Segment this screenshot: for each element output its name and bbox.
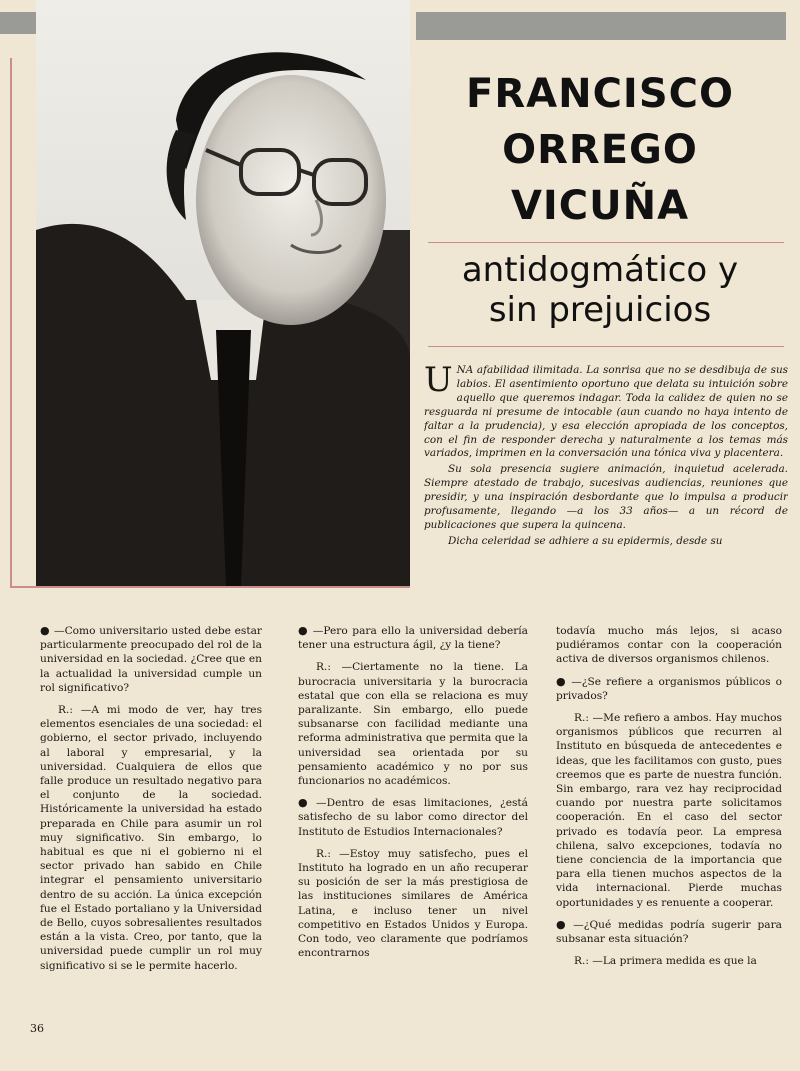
text-column-3: [556, 624, 782, 1044]
bullet-icon: ●: [298, 624, 309, 637]
portrait-photo: [36, 0, 410, 586]
text-column-2: [298, 624, 528, 1044]
article-subtitle: [420, 250, 780, 330]
bullet-icon: ●: [298, 796, 313, 810]
answer-paragraph: R.: —Ciertamente no la tiene. La burocracia universitaria y la burocracia estatal que con ella se relaciona es muy paralizante. Sin embargo, ello puede subsanarse con facilidad mediante una reforma administrativa que permita que la universidad sea orientada por su pensamiento académico y no por sus funcionarios no académicos.: [298, 661, 528, 788]
answer-paragraph: R.: —La primera medida es que la: [574, 955, 757, 968]
answer-paragraph: R.: —A mi modo de ver, hay tres elementos esenciales de una sociedad: el gobierno, el sector privado, incluyendo al laboral y empresarial, y la universidad. Cualquiera de ellos que falle produce un resultado negativo para el conjunto de la sociedad. Históricamente la universidad ha estado preparada en Chile para asumir un rol muy significativo. Sin embargo, lo habitual es que ni el gobierno ni el sector privado han sabido en Chile integrar el pensamiento universitario dentro de su acción. La única excepción fue el Estado portaliano y la Universidad de Bello, cuyos sobresalientes resultados están a la vista. Creo, por tanto, que la universidad puede cumplir un rol muy significativo si se le permite hacerlo.: [40, 704, 262, 972]
title-line-2: ORREGO: [502, 127, 698, 173]
text-column-1: [40, 624, 262, 1044]
subtitle-line-1: antidogmático y: [461, 250, 739, 290]
header-bar-right: [416, 12, 786, 40]
intro-paragraph-3: Dicha celeridad se adhiere a su epidermis, desde su: [448, 534, 723, 547]
answer-paragraph: R.: —Estoy muy satisfecho, pues el Instituto ha logrado en un año recuperar su posición de ser la más prestigiosa de las instituciones similares de América Latina, e incluso tener un nivel competitivo en Estados Unidos y Europa. Con todo, veo claramente que podríamos encontrarnos: [298, 847, 528, 960]
subtitle-line-2: sin prejuicios: [488, 290, 712, 330]
bullet-icon: ●: [556, 917, 570, 931]
page-number: 36: [30, 1022, 44, 1035]
question-paragraph: ● —Dentro de esas limitaciones, ¿está satisfecho de su labor como director del Instituto de Estudios Internacionales?: [298, 796, 528, 838]
drop-cap: U: [424, 364, 453, 400]
intro-paragraph-1: UNA afabilidad ilimitada. La sonrisa que no se desdibuja de sus labios. El asentimiento oportuno que delata su intuición sobre aquello que queremos indagar. Toda la calidez de quien no se resguarda ni presume de intocable (aun cuando no haya intento de faltar a la prudencia), y esa elección apropiada de los conceptos, con el fin de responder derecha y naturalmente a los temas más variados, imprimen en la conversación una tónica viva y placentera.: [424, 364, 788, 460]
answer-paragraph: R.: —Me refiero a ambos. Hay muchos organismos públicos que recurren al Instituto en búsqueda de antecedentes e ideas, que les facilitamos con gusto, pues creemos que es parte de nuestra función. Sin embargo, rara vez hay reciprocidad cuando por nuestra parte solicitamos cooperación. En el caso del sector privado es todavía peor. La empresa chilena, salvo excepciones, todavía no tiene conciencia de la importancia que para ella tienen muchos aspectos de la vida internacional. Pierde muchas oportunidades y es renuente a cooperar.: [556, 712, 782, 909]
title-line-3: VICUÑA: [510, 183, 690, 229]
question-paragraph: ● —Como universitario usted debe estar particularmente preocupado del rol de la universidad en la sociedad. ¿Cree que en la actualidad la universidad cumple un rol significativo?: [40, 624, 262, 694]
subtitle-rule: [428, 346, 784, 347]
title-line-1: FRANCISCO: [466, 71, 734, 117]
bullet-icon: ●: [556, 674, 568, 688]
continued-paragraph: todavía mucho más lejos, si acaso pudiéramos contar con la cooperación activa de diversos organismos chilenos.: [556, 625, 782, 666]
question-paragraph: ● —Pero para ello la universidad debería tener una estructura ágil, ¿y la tiene?: [298, 624, 528, 652]
question-paragraph: ● —¿Se refiere a organismos públicos o privados?: [556, 674, 782, 702]
bullet-icon: ●: [40, 624, 50, 637]
intro-paragraph-2: Su sola presencia sugiere animación, inquietud acelerada. Siempre atestado de trabajo, sucesivas audiencias, reuniones que presidir, y una inspiración desbordante que lo impulsa a producir profusamente, llegando —a los 33 años— a un récord de publicaciones que supera la quincena.: [424, 463, 788, 531]
intro-text: [424, 364, 788, 594]
article-title: [420, 66, 780, 234]
title-rule: [428, 242, 784, 243]
question-paragraph: ● —¿Qué medidas podría sugerir para subsanar esta situación?: [556, 917, 782, 946]
header-bar-left: [0, 12, 36, 34]
